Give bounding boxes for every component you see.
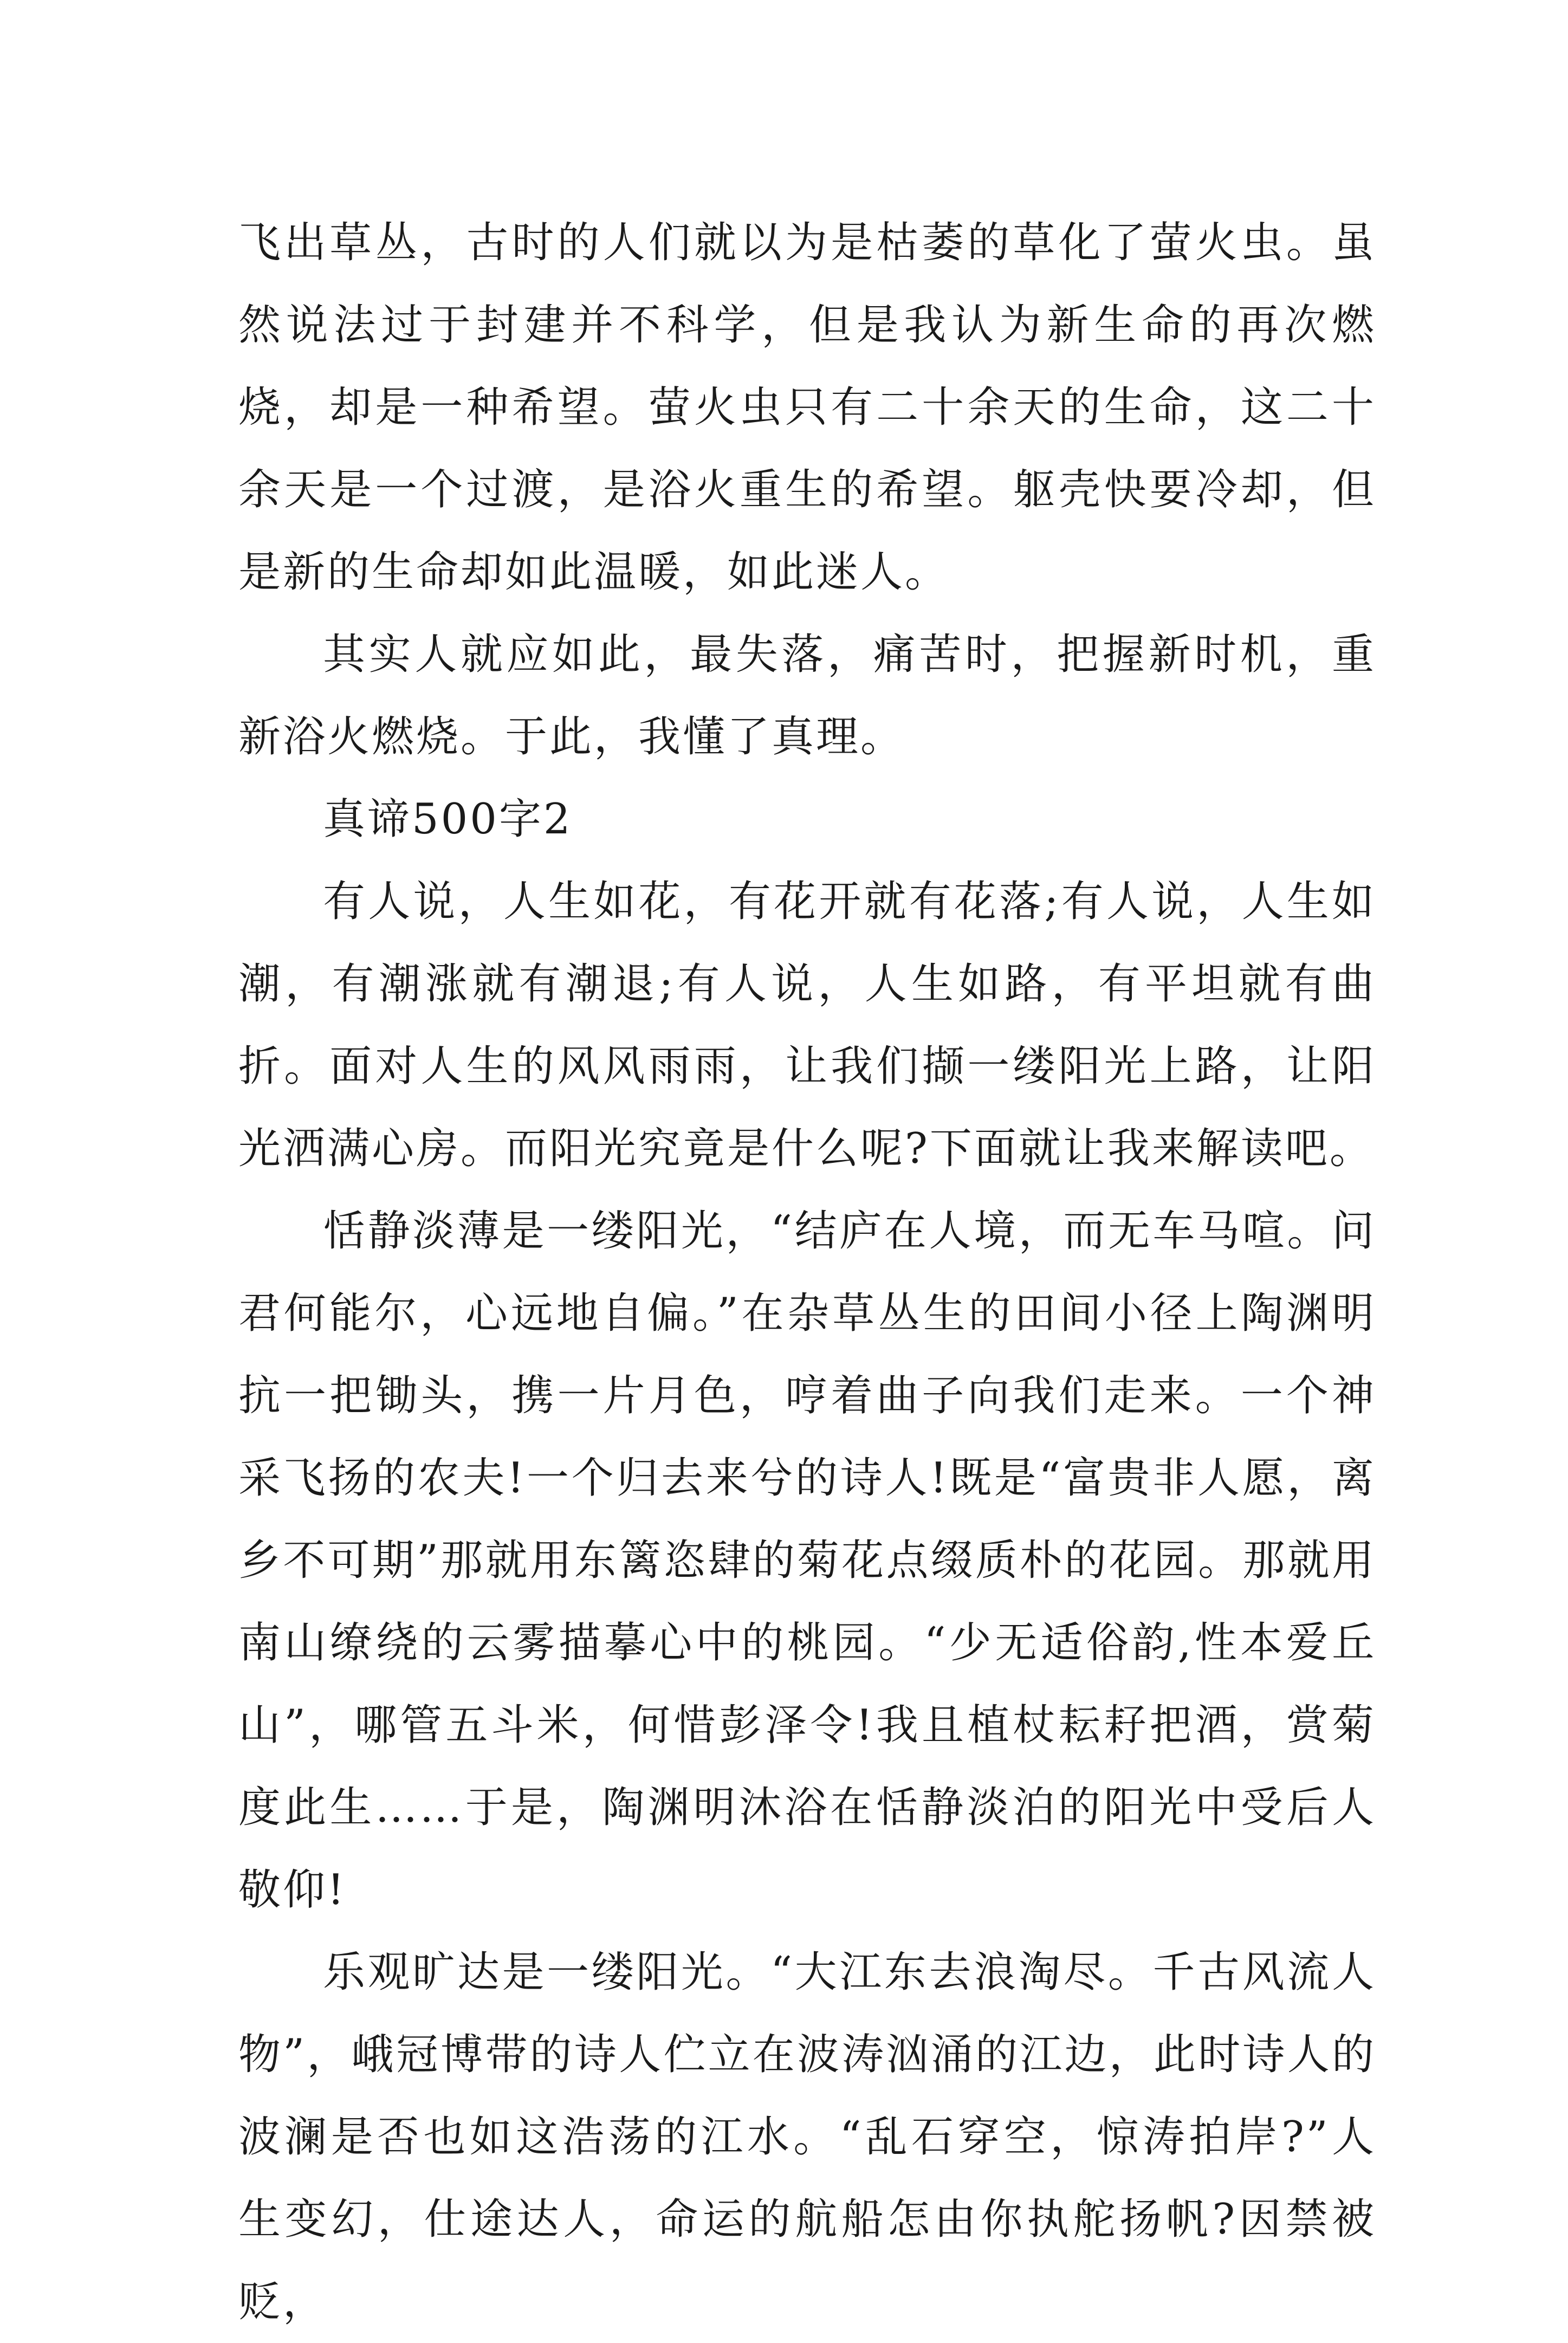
section-heading: 真谛500字2	[323, 795, 573, 844]
paragraph-2: 其实人就应如此，最失落，痛苦时，把握新时机，重新浴火燃烧。于此，我懂了真理。	[238, 630, 1376, 761]
body-text	[238, 202, 1376, 2343]
paragraph-4: 恬静淡薄是一缕阳光，“结庐在人境，而无车马喧。问君何能尔，心远地自偏。”在杂草丛生的田间小径上陶渊明抗一把锄头，携一片月色，哼着曲子向我们走来。一个神采飞扬的农夫!一个归去来兮的诗人!既是“富贵非人愿，离乡不可期”那就用东篱恣肆的菊花点缀质朴的花园。那就用南山缭绕的云雾描摹心中的桃园。“少无适俗韵,性本爱丘山”，哪管五斗米，何惜彭泽令!我且植杖耘耔把酒，赏菊度此生……于是，陶渊明沐浴在恬静淡泊的阳光中受后人敬仰!	[238, 1207, 1376, 1914]
paragraph-5: 乐观旷达是一缕阳光。“大江东去浪淘尽。千古风流人物”，峨冠博带的诗人伫立在波涛汹涌的江边，此时诗人的波澜是否也如这浩荡的江水。“乱石穿空，惊涛拍岸?”人生变幻，仕途达人，命运的航船怎由你执舵扬帆?因禁被贬，	[238, 1948, 1376, 2326]
paragraph-1: 飞出草丛，古时的人们就以为是枯萎的草化了萤火虫。虽然说法过于封建并不科学，但是我认为新生命的再次燃烧，却是一种希望。萤火虫只有二十余天的生命，这二十余天是一个过渡，是浴火重生的希望。躯壳快要冷却，但是新的生命却如此温暖，如此迷人。	[238, 218, 1376, 597]
paragraph-3: 有人说，人生如花，有花开就有花落;有人说，人生如潮，有潮涨就有潮退;有人说，人生如路，有平坦就有曲折。面对人生的风风雨雨，让我们撷一缕阳光上路，让阳光洒满心房。而阳光究竟是什么呢?下面就让我来解读吧。	[238, 877, 1376, 1173]
